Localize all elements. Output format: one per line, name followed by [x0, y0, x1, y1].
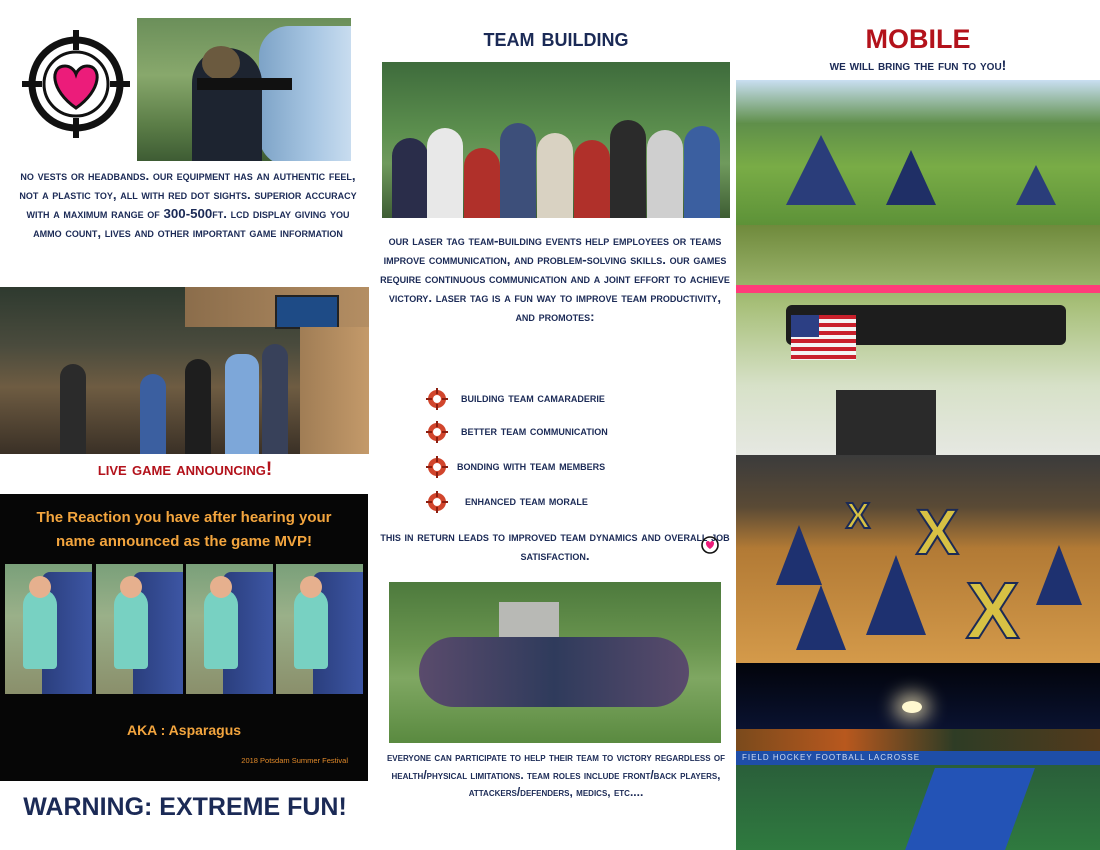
target-heart-small-icon — [700, 535, 720, 555]
gymnasium-arena-photo: X X X — [736, 455, 1100, 663]
benefit-label: bonding with team members — [457, 458, 606, 473]
team-group-photo-2 — [389, 582, 721, 743]
mvp-frame-4 — [276, 564, 363, 694]
mvp-frame-3 — [186, 564, 273, 694]
outdoor-field-photo — [736, 80, 1100, 225]
team-building-title: team building — [483, 24, 629, 52]
team-building-description: our laser tag team-building events help employees or teams improve communication, and problem-solving skills. our games require continuous communication and a joint effort to achieve victory. laser tag is a fun way to improve team productivity, and promotes: — [380, 233, 730, 324]
live-announcing-title: live game announcing! — [97, 459, 273, 480]
benefit-item-3 — [425, 455, 745, 477]
stadium-banner-text: FIELD HOCKEY FOOTBALL LACROSSE — [742, 753, 921, 762]
mvp-frame-1 — [5, 564, 92, 694]
equipment-description: no vests or headbands. our equipment has an authentic feel, not a plastic toy, all with red dot sights. superior accuracy with a maximum range of 300-500ft. lcd display giving you ammo count, lives and other important game information — [19, 168, 357, 240]
mvp-reaction-photo — [0, 494, 368, 781]
benefit-item-2 — [425, 420, 745, 442]
announcer-booth-photo — [0, 287, 369, 454]
player-aiming-photo — [137, 18, 351, 161]
mvp-caption-line1: The Reaction you have after hearing your — [36, 509, 332, 526]
benefit-item-4 — [425, 490, 745, 512]
crosshair-icon — [425, 387, 449, 411]
benefit-item-1 — [425, 387, 745, 409]
job-satisfaction-text: this in return leads to improved team dynamics and overall job satisfaction. — [380, 529, 730, 563]
crosshair-icon — [425, 420, 449, 444]
mobile-title: MOBILE — [865, 24, 971, 54]
mvp-caption-line2: name announced as the game MVP! — [56, 533, 312, 550]
laser-tag-gun-photo — [736, 225, 1100, 455]
benefit-label: building team camaraderie — [461, 390, 605, 405]
mvp-aka-text: AKA : Asparagus — [126, 722, 242, 738]
mvp-frame-2 — [96, 564, 183, 694]
target-heart-logo — [20, 28, 132, 140]
mvp-caption — [0, 506, 368, 554]
mobile-subtitle: we will bring the fun to you! — [829, 57, 1007, 73]
mvp-festival-text: 2018 Potsdam Summer Festival — [241, 756, 348, 765]
team-group-photo-1 — [382, 62, 730, 218]
crosshair-icon — [425, 455, 449, 479]
stadium-field-photo — [736, 663, 1100, 850]
benefit-label: enhanced team morale — [465, 493, 588, 508]
benefit-label: better team communication — [461, 423, 608, 438]
participation-text: everyone can participate to help their team to victory regardless of health/physical limitations. team roles include front/back players, attackers/defenders, medics, etc.... — [386, 750, 726, 799]
crosshair-icon — [425, 490, 449, 514]
warning-extreme-fun: WARNING: EXTREME FUN! — [23, 793, 347, 821]
